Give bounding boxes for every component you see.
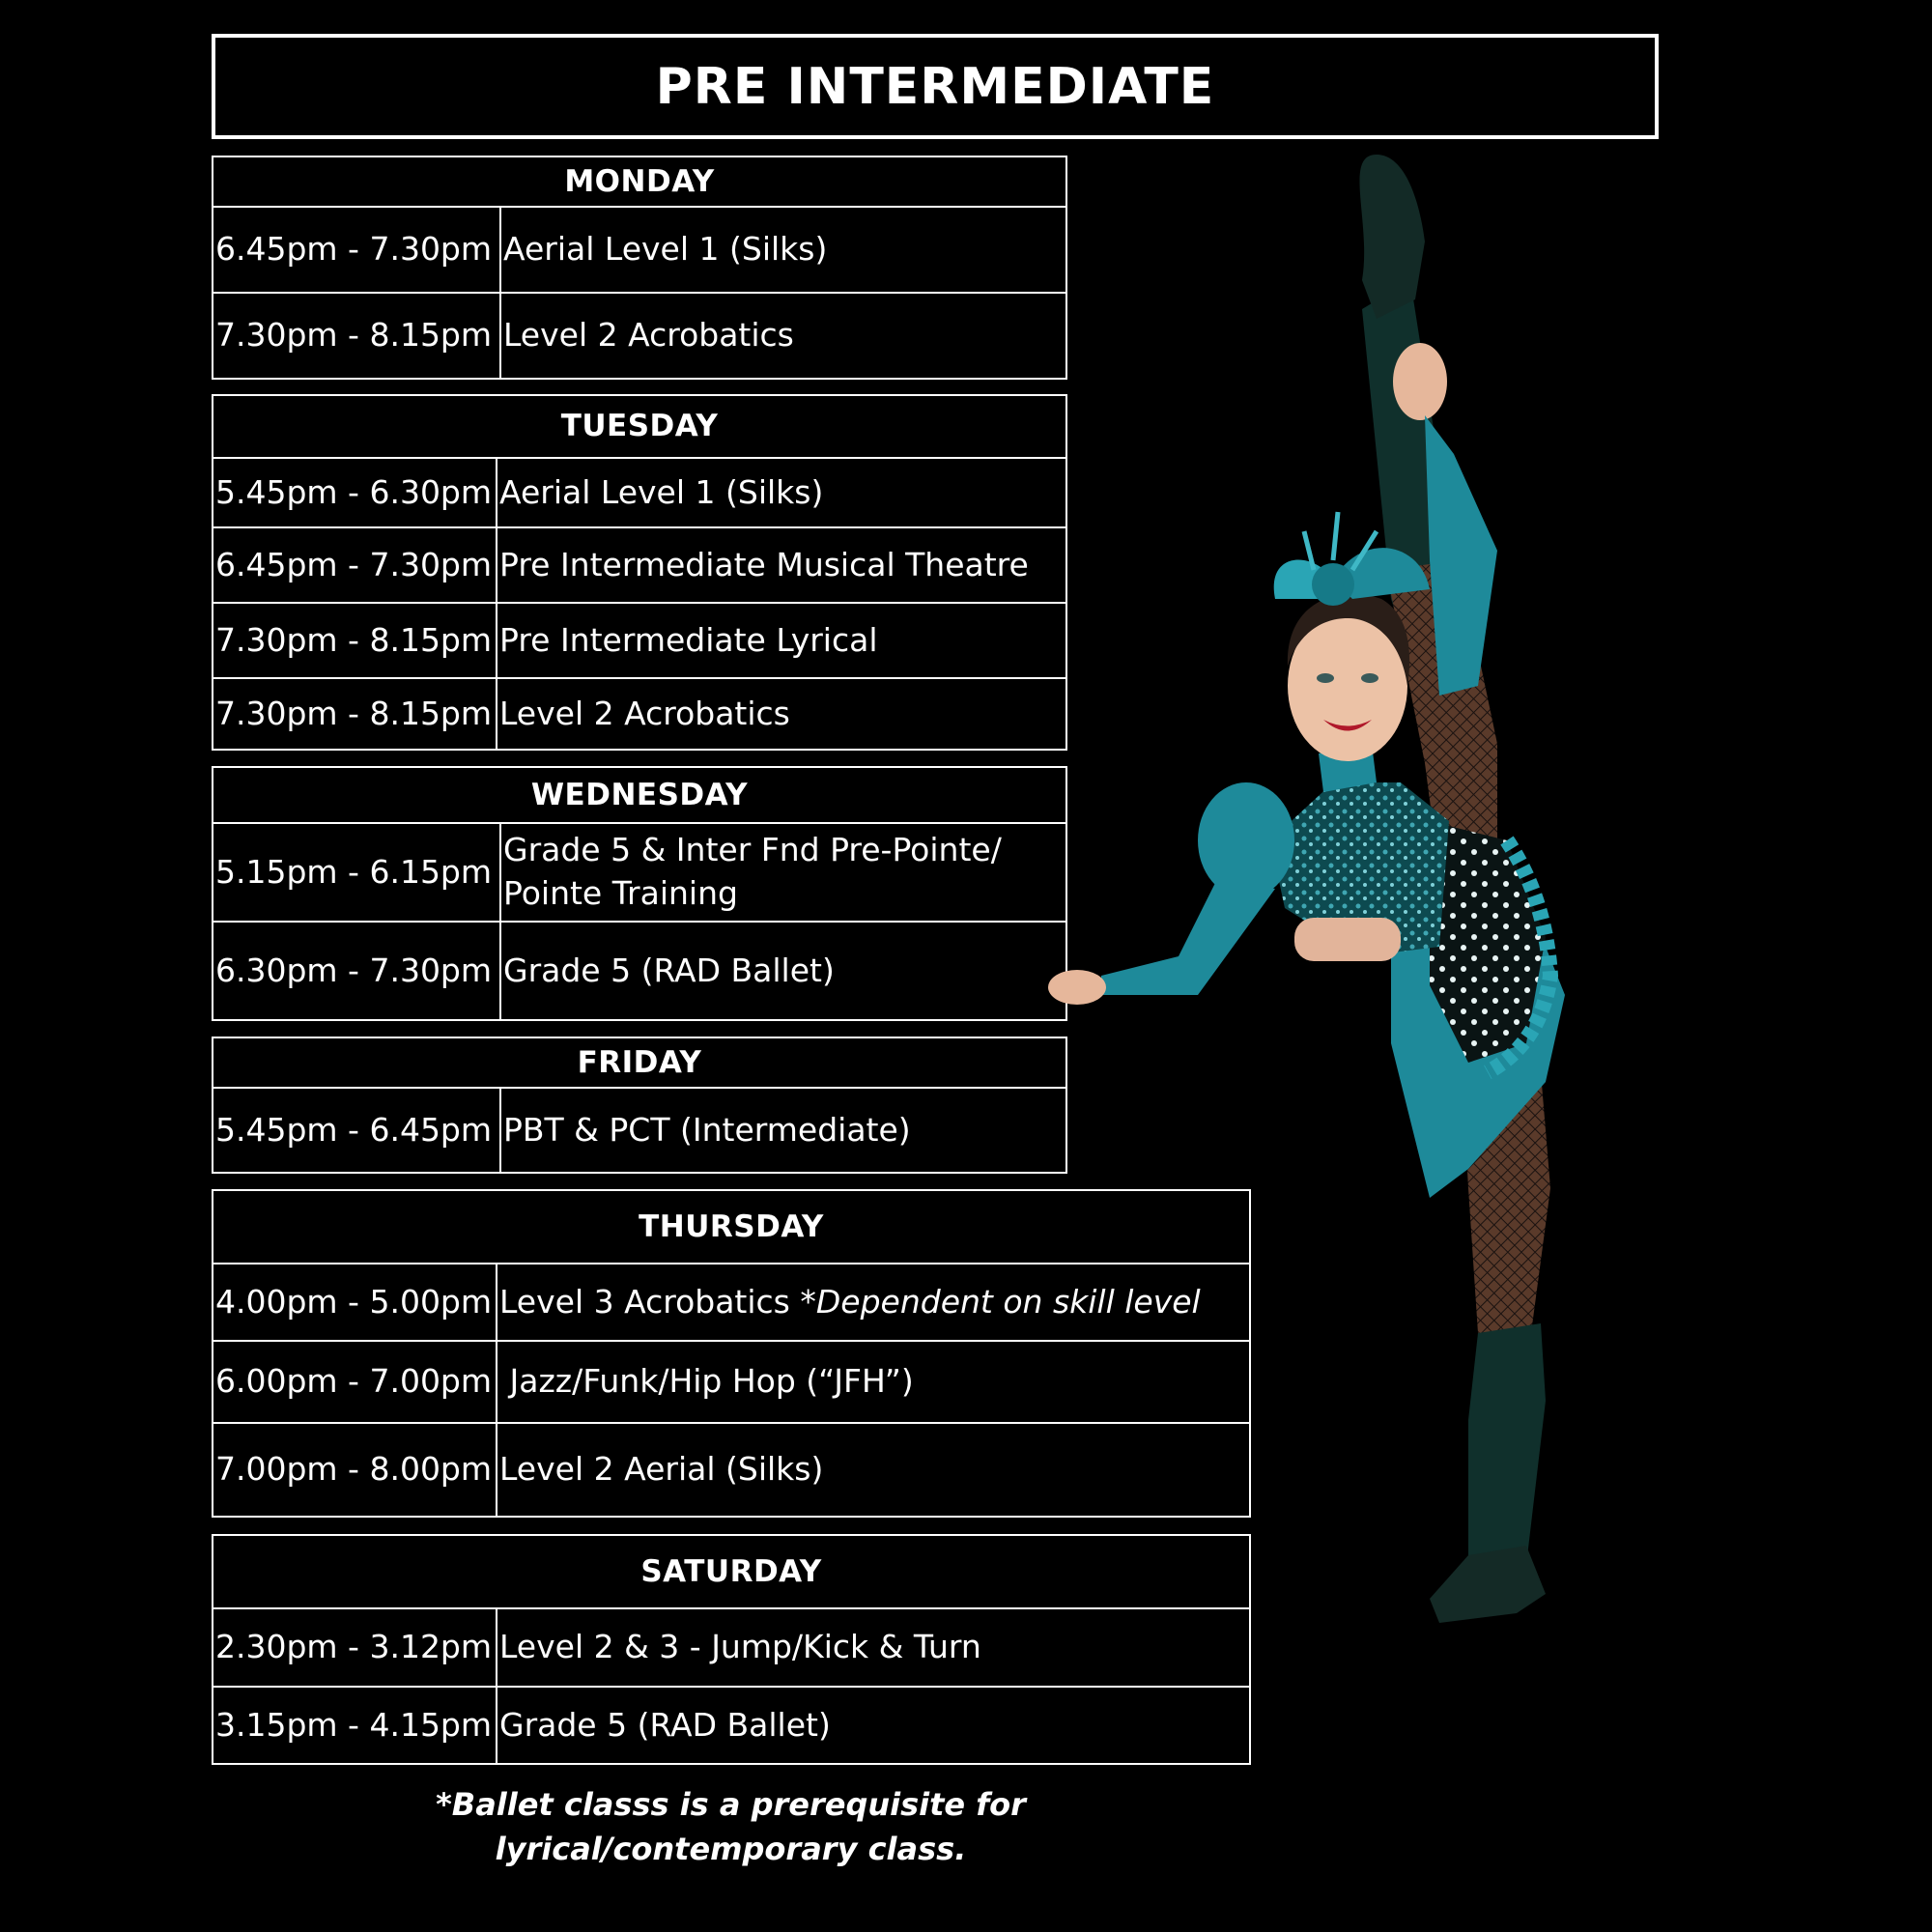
wednesday-table [212,766,1067,1021]
class-time: 7.30pm - 8.15pm [213,603,497,678]
midriff [1294,918,1401,961]
table-row [213,1088,1066,1173]
class-name: Grade 5 (RAD Ballet) [500,922,1066,1020]
outstretched-arm [1101,879,1275,995]
tuesday-table [212,394,1067,751]
table-row [213,1687,1250,1764]
class-time: 6.45pm - 7.30pm [213,527,497,603]
class-time: 5.45pm - 6.30pm [213,458,497,527]
day-heading-friday: FRIDAY [213,1037,1066,1088]
class-name: Aerial Level 1 (Silks) [497,458,1066,527]
bottom-shoe [1430,1546,1546,1623]
day-heading-tuesday: TUESDAY [213,395,1066,458]
class-time: 5.15pm - 6.15pm [213,823,500,922]
standing-leg-sock [1468,1323,1546,1575]
class-time: 6.30pm - 7.30pm [213,922,500,1020]
table-row [213,458,1066,527]
hand-on-leg [1393,343,1447,420]
class-time: 2.30pm - 3.12pm [213,1608,497,1687]
puff-sleeve [1198,782,1294,898]
dancer-photo [1043,145,1662,1652]
title-banner [212,34,1659,139]
table-row [213,823,1066,922]
day-heading-thursday: THURSDAY [213,1190,1250,1264]
prerequisite-note-line-2: lyrical/contemporary class. [495,1831,967,1867]
class-name: Grade 5 (RAD Ballet) [497,1687,1250,1764]
monday-table [212,156,1067,380]
eye-right [1361,673,1378,683]
class-name: Level 2 Acrobatics [497,678,1066,750]
skill-level-note: *Dependent on skill level [800,1282,1201,1321]
class-time: 5.45pm - 6.45pm [213,1088,500,1173]
class-name: Level 2 Acrobatics [500,293,1066,379]
eye-left [1317,673,1334,683]
class-name: Jazz/Funk/Hip Hop (“JFH”) [497,1341,1250,1423]
table-row [213,207,1066,293]
class-time: 6.45pm - 7.30pm [213,207,500,293]
table-row [213,922,1066,1020]
prerequisite-note [212,1782,1250,1871]
class-name: Pre Intermediate Lyrical [497,603,1066,678]
friday-table [212,1037,1067,1174]
day-heading-monday: MONDAY [213,156,1066,207]
class-time: 7.30pm - 8.15pm [213,678,497,750]
class-name: Level 2 Aerial (Silks) [497,1423,1250,1517]
page-title: PRE INTERMEDIATE [655,57,1215,116]
table-row [213,293,1066,379]
class-name: Level 3 Acrobatics [499,1282,790,1321]
class-name: Level 2 & 3 - Jump/Kick & Turn [497,1608,1250,1687]
table-row [213,527,1066,603]
prerequisite-note-line-1: *Ballet classs is a prerequisite for [436,1786,1026,1823]
top-shoe [1359,155,1425,319]
class-name: Pre Intermediate Musical Theatre [497,527,1066,603]
class-time: 7.00pm - 8.00pm [213,1423,497,1517]
class-time: 6.00pm - 7.00pm [213,1341,497,1423]
class-time: 4.00pm - 5.00pm [213,1264,497,1341]
class-time: 3.15pm - 4.15pm [213,1687,497,1764]
class-name: PBT & PCT (Intermediate) [500,1088,1066,1173]
class-name: Grade 5 & Inter Fnd Pre-Pointe/ Pointe Training [500,823,1066,922]
class-time: 7.30pm - 8.15pm [213,293,500,379]
day-heading-wednesday: WEDNESDAY [213,767,1066,823]
table-row [213,603,1066,678]
table-row [213,678,1066,750]
day-heading-saturday: SATURDAY [213,1535,1250,1608]
outstretched-hand [1048,970,1106,1005]
class-name: Aerial Level 1 (Silks) [500,207,1066,293]
